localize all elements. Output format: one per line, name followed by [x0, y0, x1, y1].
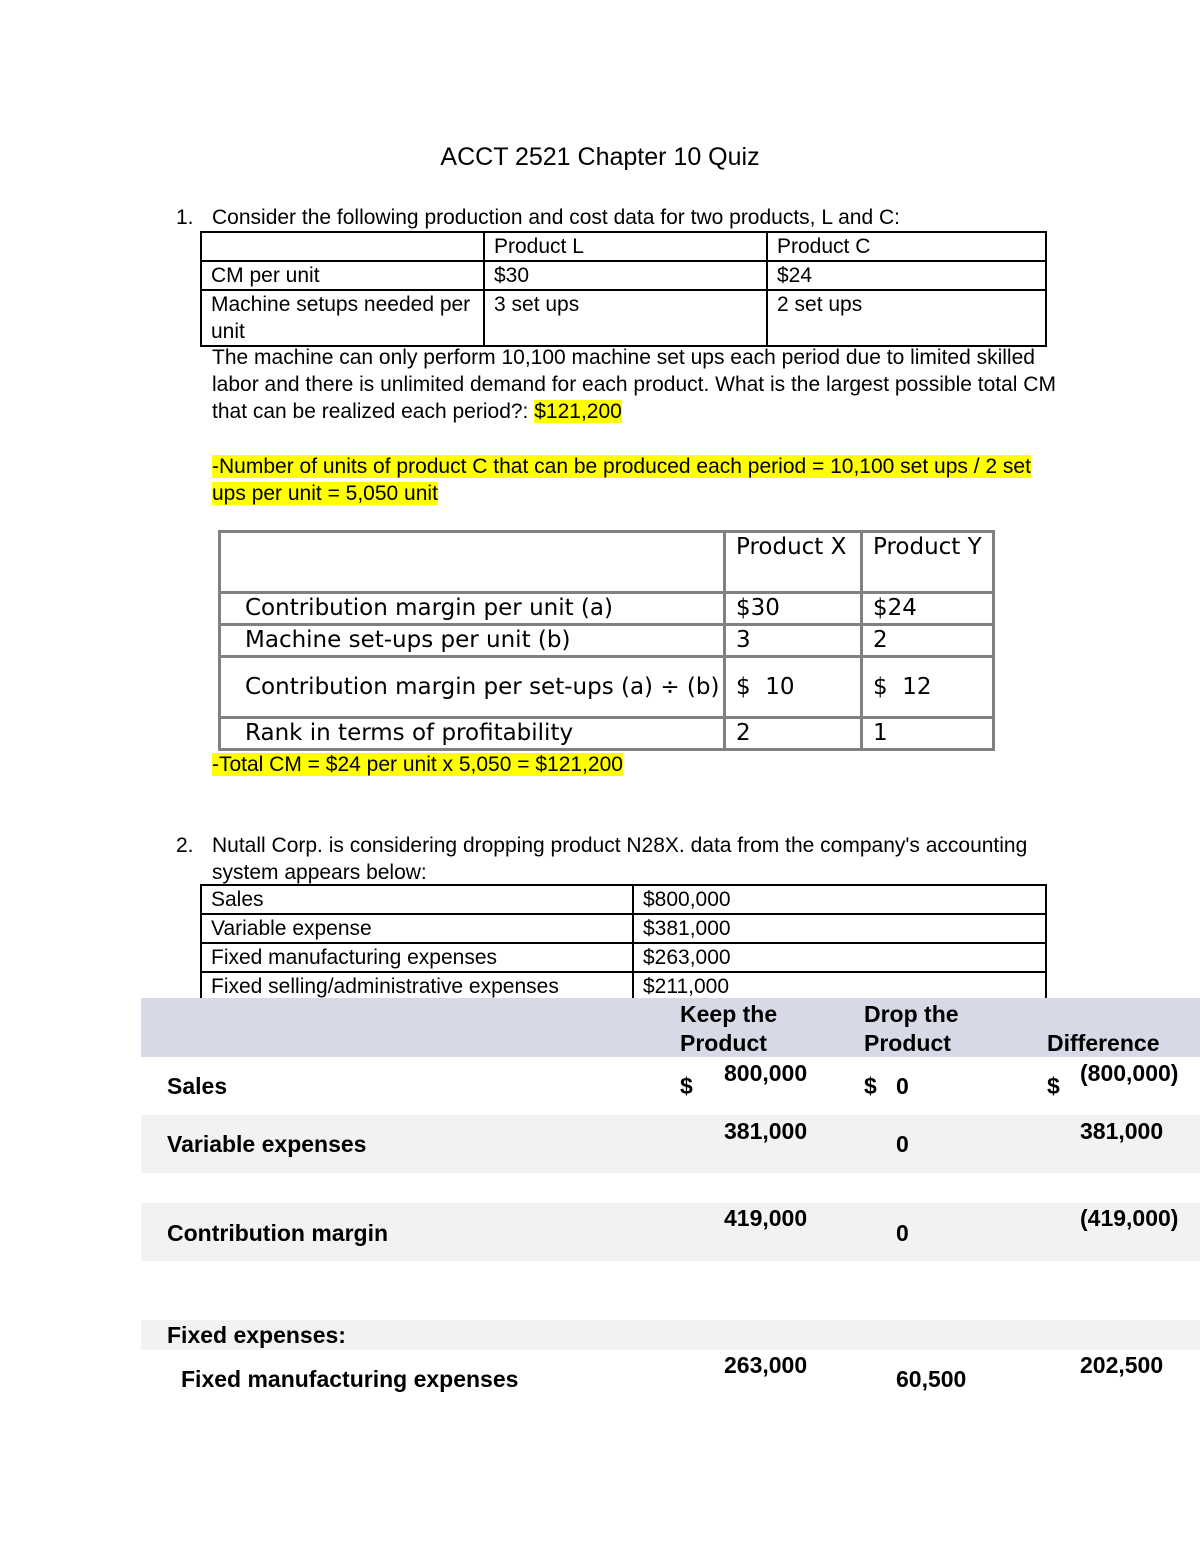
table-header: Product C: [767, 232, 1046, 261]
sales-drop: 0: [896, 1073, 909, 1099]
sales-label: Sales: [167, 1073, 228, 1099]
table-cell: 2: [725, 718, 862, 750]
table-row: [201, 914, 1046, 943]
currency-sign: $: [864, 1073, 877, 1099]
table-row: [201, 232, 1046, 261]
table-cell: Sales: [201, 885, 633, 914]
table-header: Product Y: [862, 532, 994, 593]
table-row: [201, 885, 1046, 914]
page-title: ACCT 2521 Chapter 10 Quiz: [440, 143, 760, 171]
table-cell: $211,000: [633, 972, 1046, 1001]
table-cell: Contribution margin per unit (a): [220, 593, 725, 625]
fixed-header: Fixed expenses:: [167, 1322, 346, 1348]
rank-table: [218, 530, 995, 751]
table-cell: $ 12: [862, 657, 994, 718]
table-cell: 2: [862, 625, 994, 657]
table-cell: [220, 532, 725, 593]
table-header: Product X: [725, 532, 862, 593]
table-cell: $24: [767, 261, 1046, 290]
table-cell: 1: [862, 718, 994, 750]
q2-number: 2.: [176, 834, 194, 857]
table-cell: Variable expense: [201, 914, 633, 943]
q1-intro: Consider the following production and cost data for two products, L and C:: [212, 206, 900, 229]
q1-answer: $121,200: [534, 400, 622, 423]
table-cell: Rank in terms of profitability: [220, 718, 725, 750]
col-keep-header: Keep the Product: [680, 1001, 778, 1056]
table-cell: [201, 232, 484, 261]
cm-drop: 0: [896, 1220, 909, 1246]
fixed-mfg-drop: 60,500: [896, 1366, 967, 1392]
q1-number: 1.: [176, 206, 194, 229]
fixed-mfg-diff: 202,500: [1080, 1352, 1164, 1378]
cm-diff: (419,000): [1080, 1205, 1179, 1231]
variable-drop: 0: [896, 1131, 909, 1157]
variable-keep: 381,000: [724, 1118, 808, 1144]
q2-data-table: [200, 884, 1047, 1002]
table-cell: $30: [725, 593, 862, 625]
table-row: [220, 657, 994, 718]
col-diff-header: Difference: [1047, 1030, 1160, 1056]
currency-sign: $: [1047, 1073, 1060, 1099]
q1-note1-text: -Number of units of product C that can be produced each period = 10,100 set ups / 2 set ups per unit = 5,050 unit: [212, 455, 1031, 505]
table-row: [220, 532, 994, 593]
table-cell: $381,000: [633, 914, 1046, 943]
currency-sign: $: [680, 1073, 693, 1099]
q1-product-table: [200, 231, 1047, 347]
table-cell: CM per unit: [201, 261, 484, 290]
analysis-header-band: [141, 998, 1200, 1057]
cm-label: Contribution margin: [167, 1220, 389, 1246]
table-cell: 3 set ups: [484, 290, 767, 346]
variable-label: Variable expenses: [167, 1131, 367, 1157]
table-row: [201, 943, 1046, 972]
table-row: [220, 625, 994, 657]
q1-question-text: The machine can only perform 10,100 machine set ups each period due to limited skilled labor and there is unlimited demand for each product. What is the largest possible total CM that can be realized each period?:: [212, 346, 1056, 423]
table-cell: Machine setups needed per unit: [201, 290, 484, 346]
col-drop-header: Drop the Product: [864, 1001, 959, 1056]
table-header: Product L: [484, 232, 767, 261]
cm-keep: 419,000: [724, 1205, 808, 1231]
sales-diff: (800,000): [1080, 1060, 1179, 1086]
q1-question: [212, 344, 1062, 425]
fixed-mfg-keep: 263,000: [724, 1352, 808, 1378]
q1-note2-text: -Total CM = $24 per unit x 5,050 = $121,200: [212, 753, 623, 776]
table-row: [220, 718, 994, 750]
table-cell: $ 10: [725, 657, 862, 718]
q2-intro: Nutall Corp. is considering dropping product N28X. data from the company's accounting system appears below:: [212, 834, 1028, 884]
table-cell: Fixed selling/administrative expenses: [201, 972, 633, 1001]
table-cell: $800,000: [633, 885, 1046, 914]
table-cell: $263,000: [633, 943, 1046, 972]
table-cell: 3: [725, 625, 862, 657]
table-row: [201, 261, 1046, 290]
q1-note2: [212, 751, 623, 778]
table-cell: Fixed manufacturing expenses: [201, 943, 633, 972]
table-row: [201, 290, 1046, 346]
table-cell: Contribution margin per set-ups (a) ÷ (b): [220, 657, 725, 718]
q1-note1: [212, 453, 1067, 507]
table-row: [201, 972, 1046, 1001]
table-row: [220, 593, 994, 625]
sales-keep: 800,000: [724, 1060, 808, 1086]
table-cell: Machine set-ups per unit (b): [220, 625, 725, 657]
fixed-mfg-label: Fixed manufacturing expenses: [181, 1366, 519, 1392]
table-cell: 2 set ups: [767, 290, 1046, 346]
table-cell: $24: [862, 593, 994, 625]
table-cell: $30: [484, 261, 767, 290]
variable-diff: 381,000: [1080, 1118, 1164, 1144]
